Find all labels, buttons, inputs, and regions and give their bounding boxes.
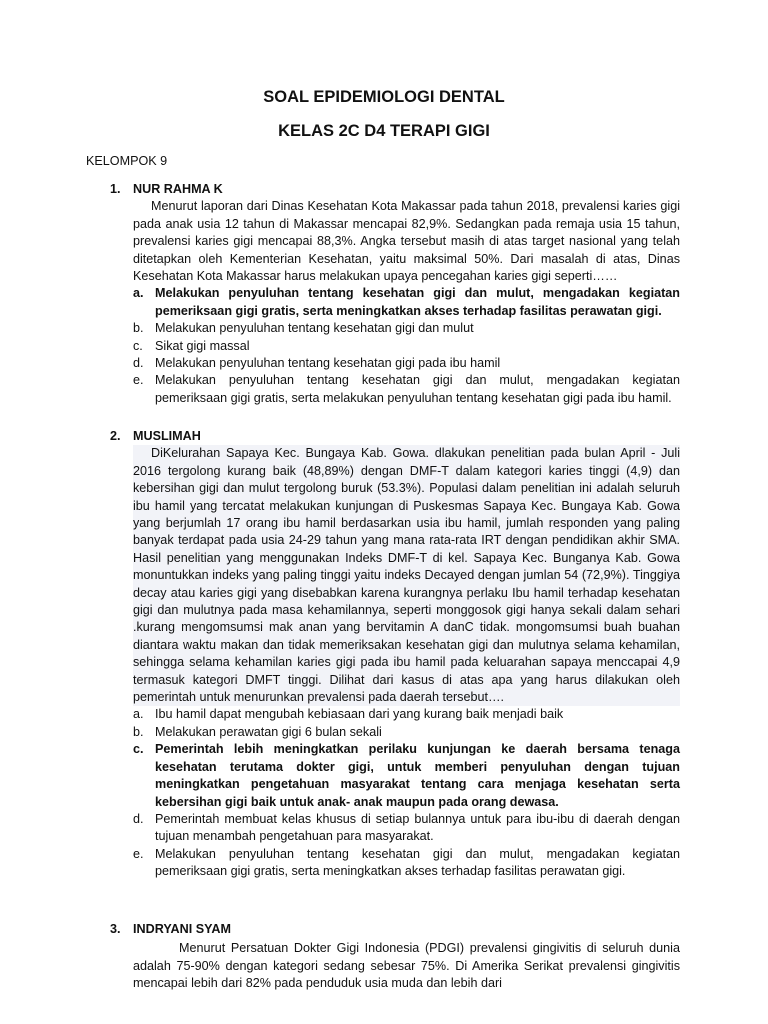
option-d: d. Pemerintah membuat kelas khusus di setiap bulannya untuk para ibu-ibu di daerah dengan tujuan menambah pengetahuan para masyarakat.	[133, 811, 680, 844]
question-number: 2.	[110, 429, 121, 443]
question-author: INDRYANI SYAM	[133, 922, 231, 936]
question-text: DiKelurahan Sapaya Kec. Bungaya Kab. Gowa. dlakukan penelitian pada bulan April - Juli 2016 tergolong kurang baik (48,89%) dengan DMF-T dalam kategori karies tinggi (4,9) dan kebersihan gigi dan mulut tergolong buruk (53.3%). Populasi dalam penelitian ini adalah seluruh ibu hamil yang tercatat melakukan kunjungan di Puskesmas Sapaya Kec. Bungaya Kab. Gowa yang berjumlah 17 orang ibu hamil berdasarkan usia ibu hamil, jumlah responden yang paling banyak terdapat pada usia 24-29 tahun yang mana rata-rata IRT dengan pendidikan akhir SMA. Hasil penelitian yang menggunakan Indeks DMF-T di kel. Sapaya Kec. Bunganya Kab. Gowa monuntukkan indeks yang paling tinggi yaitu indeks Decayed dengan jumlan 54 (72,9%). Tinggiya decay atau karies gigi yang disebabkan karena kurangnya perlaku Ibu hamil terhadap kesehatan gigi dan mulutnya pada masa kehamilannya, seperti monggosok gigi hanya sekali dalam sehari .kurang mengomsumsi mak anan yang bervitamin A danC tidak. mongomsumsi buah buahan diantara waktu makan dan tidak memeriksakan kesehatan gigi dan mulutnya selama kehamilan, sehingga selama kehamilan karies gigi pada ibu hamil pada keluarahan sapaya menccapai 4,9 termasuk kategori DMFT tinggi. Dilihat dari kasus di atas apa yang harus dilakukan oleh pemerintah untuk menurunkan prevalensi pada daerah tersebut….	[133, 445, 680, 706]
option-d: d. Melakukan penyuluhan tentang kesehatan gigi pada ibu hamil	[133, 356, 501, 371]
option-list	[0, 285, 768, 407]
question-3	[0, 921, 768, 993]
group-label: KELOMPOK 9	[86, 154, 168, 168]
question-number: 1.	[110, 182, 121, 196]
question-1	[0, 181, 768, 407]
question-author: MUSLIMAH	[133, 429, 201, 443]
question-text: Menurut laporan dari Dinas Kesehatan Kota Makassar pada tahun 2018, prevalensi karies gigi pada anak usia 12 tahun di Makassar mencapai 82,9%. Sedangkan pada remaja usia 15 tahun, prevalensi karies gigi mencapai 88,3%. Angka tersebut masih di atas target nasional yang telah ditetapkan oleh Kementerian Kesehatan, yaitu maksimal 50%. Dari masalah di atas, Dinas Kesehatan Kota Makassar harus melakukan upaya pencegahan karies gigi seperti……	[133, 199, 680, 284]
option-b: b. Melakukan perawatan gigi 6 bulan sekali	[133, 724, 382, 739]
option-a: a. Ibu hamil dapat mengubah kebiasaan dari yang kurang baik menjadi baik	[133, 707, 564, 722]
option-c: c. Pemerintah lebih meningkatkan perilaku kunjungan ke daerah bersama tenaga kesehatan terutama dokter gigi, untuk memberi penyuluhan dengan tujuan meningkatkan pengetahuan masyarakat tentang cara menjaga kesehatan serta kebersihan gigi baik untuk anak- anak maupun pada orang dewasa.	[133, 742, 680, 809]
question-text: Menurut Persatuan Dokter Gigi Indonesia (PDGI) prevalensi gingivitis di seluruh dunia adalah 75-90% dengan kategori sedang sebesar 75%. Di Amerika Serikat prevalensi gingivitis mencapai lebih dari 82% pada penduduk usia muda dan lebih dari	[133, 941, 680, 991]
question-2	[0, 428, 768, 881]
question-author: NUR RAHMA K	[133, 182, 223, 196]
option-e: e. Melakukan penyuluhan tentang kesehatan gigi dan mulut, mengadakan kegiatan pemeriksaan gigi gratis, serta melakukan penyuluhan tentang kesehatan gigi pada ibu hamil.	[133, 373, 680, 405]
option-list	[0, 706, 768, 880]
option-e: e. Melakukan penyuluhan tentang kesehatan gigi dan mulut, mengadakan kegiatan pemeriksaan gigi gratis, serta meningkatkan akses terhadap fasilitas perawatan gigi.	[133, 846, 680, 879]
question-number: 3.	[110, 922, 121, 936]
document-subtitle: KELAS 2C D4 TERAPI GIGI	[278, 122, 490, 140]
option-b: b. Melakukan penyuluhan tentang kesehatan gigi dan mulut	[133, 321, 474, 336]
document-title: SOAL EPIDEMIOLOGI DENTAL	[263, 88, 505, 106]
option-c: c. Sikat gigi massal	[133, 338, 250, 353]
option-a: a. Melakukan penyuluhan tentang kesehatan gigi dan mulut, mengadakan kegiatan pemeriksaan gigi gratis, serta meningkatkan akses terhadap fasilitas perawatan gigi.	[133, 286, 680, 318]
